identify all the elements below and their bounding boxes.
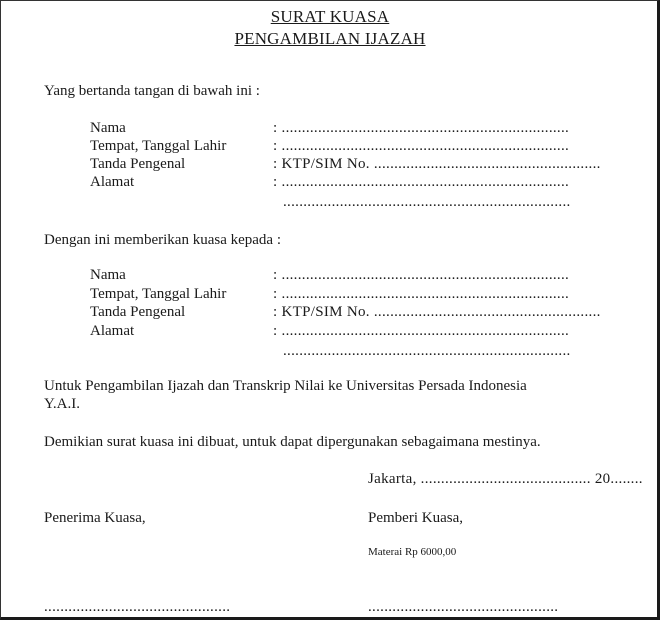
- receiver-signature-label: Penerima Kuasa,: [44, 510, 146, 526]
- receiver-id-field[interactable]: : KTP/SIM No. ........................................................: [273, 304, 601, 320]
- giver-address-label: Alamat: [90, 174, 135, 190]
- giver-name-field[interactable]: : .......................................................................: [273, 120, 570, 136]
- giver-id-field[interactable]: : KTP/SIM No. ........................................................: [273, 156, 601, 172]
- receiver-name-label: Nama: [90, 267, 126, 283]
- giver-name-label: Nama: [90, 120, 126, 136]
- receiver-birth-label: Tempat, Tanggal Lahir: [90, 286, 227, 302]
- intro-text: Yang bertanda tangan di bawah ini :: [44, 83, 260, 99]
- purpose-line-1: Untuk Pengambilan Ijazah dan Transkrip Nilai ke Universitas Persada Indonesia: [44, 378, 527, 394]
- giver-signature-label: Pemberi Kuasa,: [368, 510, 463, 526]
- receiver-birth-field[interactable]: : .......................................................................: [273, 286, 570, 302]
- receiver-address-field[interactable]: : .......................................................................: [273, 323, 570, 339]
- receiver-address-label: Alamat: [90, 323, 135, 339]
- closing-text: Demikian surat kuasa ini dibuat, untuk dapat dipergunakan sebagaimana mestinya.: [44, 434, 541, 450]
- giver-signature-line[interactable]: ...............................................: [368, 599, 559, 615]
- mid-text: Dengan ini memberikan kuasa kepada :: [44, 232, 281, 248]
- giver-id-label: Tanda Pengenal: [90, 156, 186, 172]
- receiver-address-extra-line[interactable]: .......................................................................: [283, 343, 571, 359]
- giver-birth-field[interactable]: : .......................................................................: [273, 138, 570, 154]
- title-surat-kuasa: SURAT KUASA: [270, 7, 390, 26]
- date-line[interactable]: Jakarta, .......................................... 20........: [368, 471, 643, 487]
- receiver-id-label: Tanda Pengenal: [90, 304, 186, 320]
- giver-address-field[interactable]: : .......................................................................: [273, 174, 570, 190]
- giver-birth-label: Tempat, Tanggal Lahir: [90, 138, 227, 154]
- materai-note: Materai Rp 6000,00: [368, 546, 457, 558]
- giver-address-extra-line[interactable]: .......................................................................: [283, 194, 571, 210]
- receiver-signature-line[interactable]: ..............................................: [44, 599, 231, 615]
- purpose-line-2: Y.A.I.: [44, 396, 80, 412]
- title-pengambilan-ijazah: PENGAMBILAN IJAZAH: [234, 29, 426, 48]
- receiver-name-field[interactable]: : .......................................................................: [273, 267, 570, 283]
